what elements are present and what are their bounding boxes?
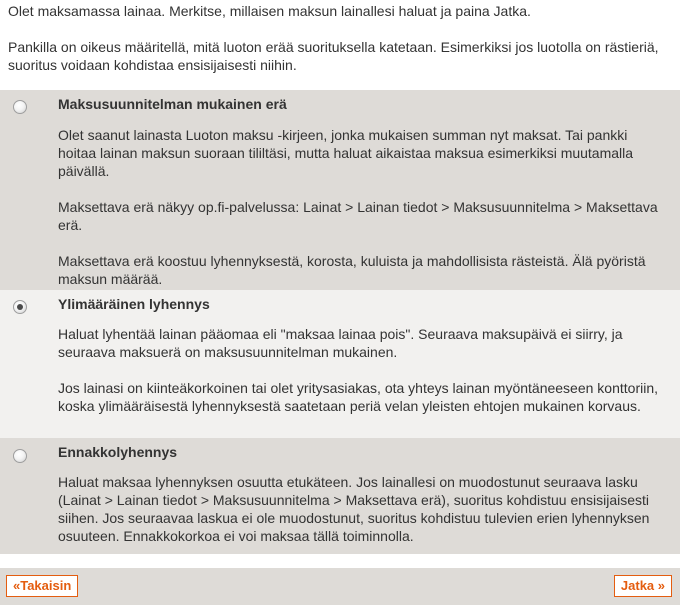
option-advance-repayment[interactable]	[0, 438, 680, 554]
option-description: Maksettava erä näkyy op.fi-palvelussa: Lainat > Lainan tiedot > Maksusuunnitelma > Maksettava erä.	[58, 199, 658, 233]
navigation-bar	[0, 568, 680, 605]
option-content	[58, 443, 668, 545]
option-description: Maksettava erä koostuu lyhennyksestä, korosta, kuluista ja mahdollisista rästeistä. Älä pyöristä maksun määrää.	[58, 253, 646, 287]
radio-extra-repayment[interactable]	[13, 300, 27, 314]
option-description: Haluat maksaa lyhennyksen osuutta etukäteen. Jos lainallesi on muodostunut seuraava lasku (Lainat > Lainan tiedot > Maksusuunnitelma > Maksettava erä), suoritus kohdistuu ensisijaisesti siihen. Jos seuraavaa laskua ei ole muodostunut, suoritus kohdistuu tulevien erien lyhennyksen osuuteen. Ennakkokorkoa ei voi maksaa tällä toiminnolla.	[58, 474, 650, 544]
option-title: Maksusuunnitelman mukainen erä	[58, 96, 287, 112]
option-title: Ylimääräinen lyhennys	[58, 296, 210, 312]
option-extra-repayment[interactable]	[0, 290, 680, 438]
intro-instruction: Olet maksamassa lainaa. Merkitse, millaisen maksun lainallesi haluat ja paina Jatka.	[8, 3, 531, 19]
option-title: Ennakkolyhennys	[58, 444, 178, 460]
back-button[interactable]: «Takaisin	[6, 575, 78, 597]
option-description: Haluat lyhentää lainan pääomaa eli "maksaa lainaa pois". Seuraava maksupäivä ei siirry, ja seuraava maksuerä on maksusuunnitelman mukainen.	[58, 326, 623, 360]
option-description: Olet saanut lainasta Luoton maksu -kirjeen, jonka mukaisen summan nyt maksat. Tai pankki hoitaa lainan maksun suoraan tililtäsi, mutta haluat aikaistaa maksua esimerkiksi muutamalla päivällä.	[58, 127, 634, 179]
option-description: Jos lainasi on kiinteäkorkoinen tai olet yritysasiakas, ota yhteys lainan myöntäneeseen konttoriin, koska ylimääräisestä lyhennyksestä saatetaan periä velan yleisten ehtojen mukainen korvaus.	[58, 380, 658, 414]
continue-button[interactable]: Jatka »	[614, 575, 672, 597]
option-content	[58, 295, 668, 415]
option-content	[58, 95, 668, 288]
intro-section	[0, 2, 680, 74]
radio-scheduled-installment[interactable]	[13, 100, 27, 114]
option-scheduled-installment[interactable]	[0, 90, 680, 290]
intro-note: Pankilla on oikeus määritellä, mitä luoton erää suorituksella katetaan. Esimerkiksi jos luotolla on rästieriä, suoritus voidaan kohdistaa ensisijaisesti niihin.	[8, 39, 659, 73]
radio-advance-repayment[interactable]	[13, 449, 27, 463]
